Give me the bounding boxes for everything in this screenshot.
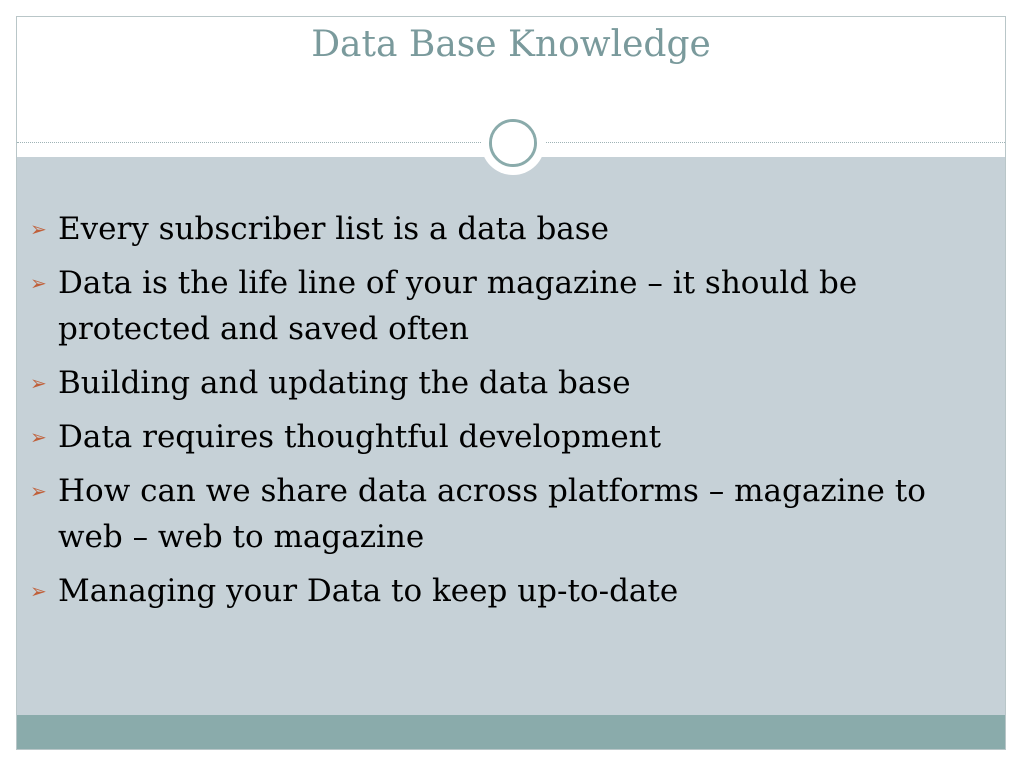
bullet-item — [30, 568, 950, 614]
bullet-item — [30, 468, 950, 560]
bullet-text: Data requires thoughtful development — [58, 419, 662, 455]
slide-title: Data Base Knowledge — [311, 24, 711, 65]
arrow-bullet-icon: ➢ — [30, 579, 47, 603]
bullet-text: Building and updating the data base — [58, 365, 631, 401]
ornament-inner-ring — [492, 122, 534, 164]
footer-band — [17, 715, 1005, 749]
arrow-bullet-icon: ➢ — [30, 217, 47, 241]
circle-ornament-icon — [481, 111, 545, 175]
bullet-item — [30, 360, 950, 406]
arrow-bullet-icon: ➢ — [30, 371, 47, 395]
bullet-text: Every subscriber list is a data base — [58, 211, 610, 247]
bullet-text: Data is the life line of your magazine – it should be protected and saved often — [58, 265, 858, 347]
bullet-item — [30, 414, 950, 460]
bullet-list — [30, 206, 950, 622]
arrow-bullet-icon: ➢ — [30, 271, 47, 295]
bullet-item — [30, 260, 950, 352]
bullet-text: Managing your Data to keep up-to-date — [58, 573, 679, 609]
bullet-item — [30, 206, 950, 252]
bullet-text: How can we share data across platforms – magazine to web – web to magazine — [58, 473, 926, 555]
arrow-bullet-icon: ➢ — [30, 479, 47, 503]
arrow-bullet-icon: ➢ — [30, 425, 47, 449]
